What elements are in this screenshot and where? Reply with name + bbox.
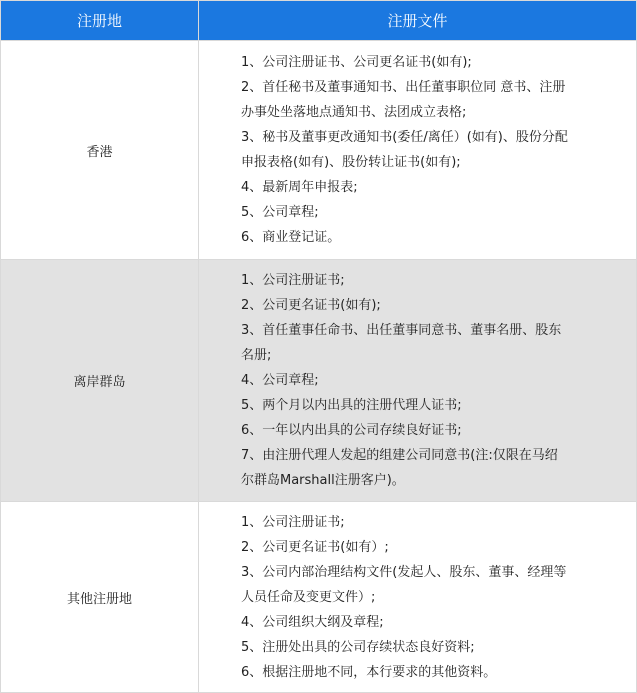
document-line: 3、秘书及董事更改通知书(委任/离任）(如有)、股份分配 (241, 130, 568, 145)
document-line: 4、公司组织大纲及章程; (241, 614, 384, 630)
document-line: 2、公司更名证书(如有); (241, 298, 381, 313)
document-line: 4、最新周年申报表; (241, 180, 358, 195)
table-row (1, 41, 637, 260)
document-line: 5、两个月以内出具的注册代理人证书; (241, 398, 462, 413)
document-line: 3、公司内部治理结构文件(发起人、股东、董事、经理等 (241, 564, 567, 580)
document-line: 3、首任董事任命书、出任董事同意书、董事名册、股东 (241, 323, 562, 338)
document-line: 2、首任秘书及董事通知书、出任董事职位同 意书、注册 (241, 80, 566, 95)
header-registration-place: 注册地 (1, 1, 199, 41)
document-line: 1、公司注册证书; (241, 514, 345, 530)
region-cell: 香港 (1, 41, 199, 260)
document-line: 5、注册处出具的公司存续状态良好资料; (241, 639, 475, 655)
region-cell: 离岸群岛 (1, 260, 199, 502)
documents-cell (199, 41, 637, 260)
document-line: 7、由注册代理人发起的组建公司同意书(注:仅限在马绍 (241, 448, 558, 463)
document-line: 2、公司更名证书(如有）; (241, 539, 389, 555)
header-registration-documents: 注册文件 (199, 1, 637, 41)
documents-cell (199, 502, 637, 693)
document-line: 办事处坐落地点通知书、法团成立表格; (241, 105, 467, 120)
document-line: 1、公司注册证书、公司更名证书(如有); (241, 55, 472, 70)
document-line: 名册; (241, 348, 272, 363)
document-line: 6、根据注册地不同，本行要求的其他资料。 (241, 664, 497, 680)
document-line: 4、公司章程; (241, 373, 319, 388)
table-header-row (1, 1, 637, 41)
document-line: 申报表格(如有)、股份转让证书(如有); (241, 155, 461, 170)
document-line: 5、公司章程; (241, 205, 319, 220)
table-row (1, 502, 637, 693)
document-line: 6、一年以内出具的公司存续良好证书; (241, 423, 462, 438)
document-line: 尔群岛Marshall注册客户)。 (241, 473, 405, 488)
document-line: 1、公司注册证书; (241, 273, 345, 288)
region-cell: 其他注册地 (1, 502, 199, 693)
documents-cell (199, 260, 637, 502)
document-line: 人员任命及变更文件）; (241, 589, 376, 605)
document-line: 6、商业登记证。 (241, 230, 341, 245)
table-row (1, 260, 637, 502)
